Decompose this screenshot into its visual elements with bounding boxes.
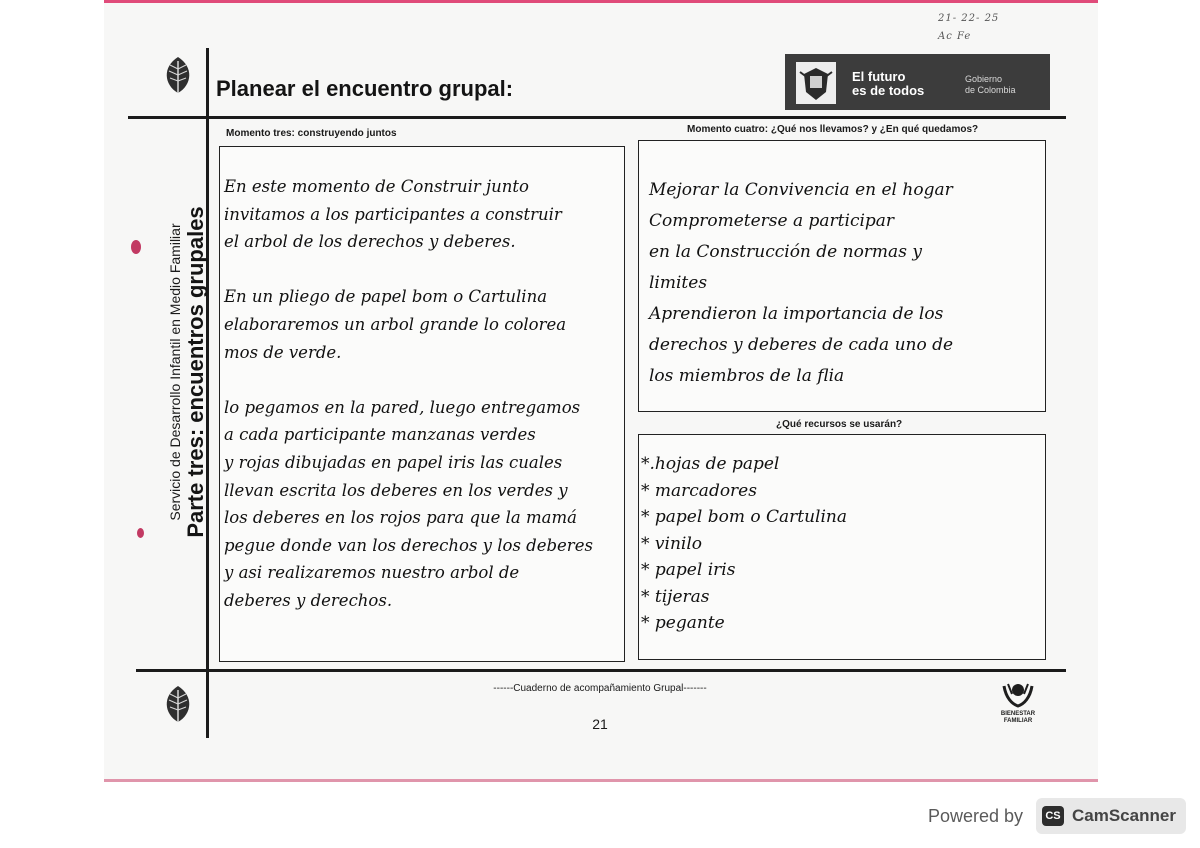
page-title: Planear el encuentro grupal: — [216, 76, 514, 101]
header-rule — [128, 116, 1066, 119]
logo-slogan: El futuro es de todos — [852, 69, 925, 98]
part-title: Parte tres: encuentros grupales — [183, 206, 208, 538]
list-item: * papel bom o Cartulina — [641, 507, 847, 527]
footer-caption: ------Cuaderno de acompañamiento Grupal------- — [493, 683, 707, 694]
momento-tres-label: Momento tres: construyendo juntos — [226, 128, 397, 139]
familiar-text: FAMILIAR — [1003, 718, 1033, 724]
recursos-label: ¿Qué recursos se usarán? — [776, 419, 903, 430]
bienestar-logo — [998, 678, 1038, 724]
page-bottom-edge — [104, 779, 1098, 782]
leaf-icon — [160, 55, 196, 95]
decorative-dot — [131, 240, 141, 254]
momento-tres-box — [219, 146, 625, 662]
list-item: * marcadores — [641, 480, 757, 501]
list-item: * papel iris — [641, 560, 736, 580]
handwritten-date: 21- 22- 25 Ac Fe — [938, 13, 1000, 42]
bienestar-text: BIENESTAR — [1000, 711, 1036, 717]
camscanner-badge — [1036, 798, 1186, 834]
footer-rule — [136, 669, 1066, 672]
service-name: Servicio de Desarrollo Infantil en Medio Familiar — [167, 223, 183, 521]
page-number: 21 — [592, 716, 608, 732]
logo-government: Gobierno de Colombia — [965, 74, 1016, 95]
momento-cuatro-box — [638, 140, 1046, 412]
recursos-list — [641, 451, 847, 637]
momento-cuatro-text: Mejorar la Convivencia en el hogar Comprometerse a participar en la Construcción de normas y limites Aprendieron la importancia de los derechos y deberes de cada uno de los miembros de la flia — [649, 180, 954, 386]
sidebar-heading — [167, 206, 209, 537]
colombia-seal-icon — [796, 62, 836, 104]
page-top-edge — [104, 0, 1098, 3]
momento-cuatro-label: Momento cuatro: ¿Qué nos llevamos? y ¿En qué quedamos? — [687, 124, 979, 135]
powered-by-text: Powered by — [928, 806, 1024, 826]
recursos-box — [638, 434, 1046, 660]
list-item: * vinilo — [641, 533, 703, 554]
list-item: *.hojas de papel — [641, 454, 780, 474]
decorative-dot — [137, 528, 144, 538]
list-item: * tijeras — [641, 586, 710, 607]
momento-tres-text: En este momento de Construir junto invitamos a los participantes a construir el arbol de los derechos y deberes. En un pliego de papel bom o Cartulina elaboraremos un arbol grande lo colorea mos de verde. lo pegamos en la pared, luego entregamos a cada participante manzanas verdes y rojas dibujadas en papel iris las cuales llevan escrita los deberes en los verdes y los deberes en los rojos para que la mamá pegue donde van los derechos y los deberes y asi realizaremos nuestro arbol de deberes y derechos. — [224, 177, 593, 610]
camscanner-label: CamScanner — [1072, 806, 1176, 825]
camscanner-icon: CS — [1042, 806, 1064, 826]
list-item: * pegante — [641, 613, 725, 633]
